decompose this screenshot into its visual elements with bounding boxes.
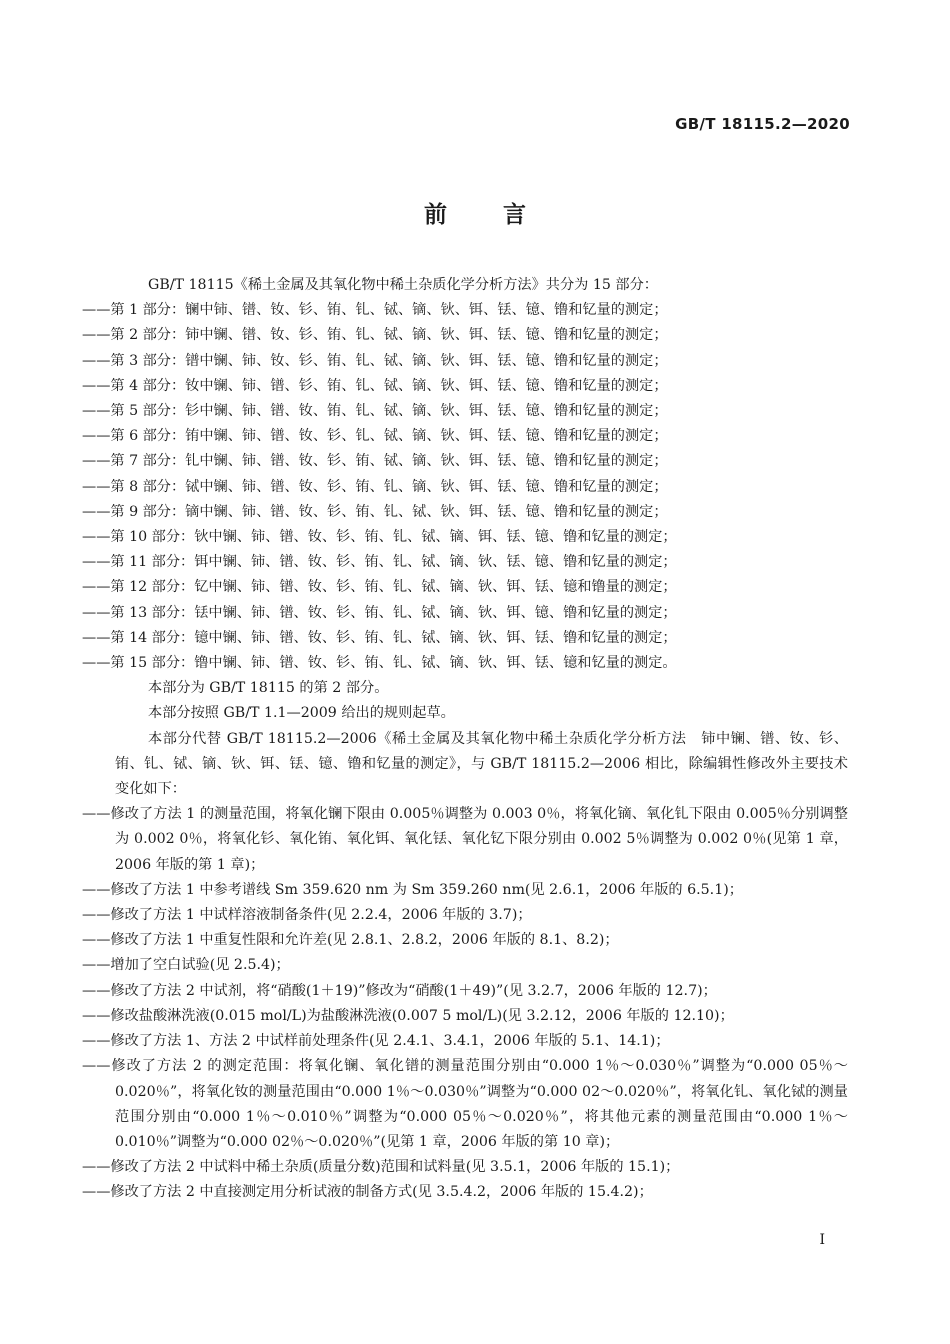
part-item: ——第 13 部分：铥中镧、铈、镨、钕、钐、铕、钆、铽、镝、钬、铒、镱、镥和钇量的测定； [82,604,677,621]
foreword-body [82,273,848,1206]
part-item: ——第 12 部分：钇中镧、铈、镨、钕、钐、铕、钆、铽、镝、钬、铒、铥、镱和镥量的测定； [82,579,677,596]
part-item: ——第 6 部分：铕中镧、铈、镨、钕、钐、钆、铽、镝、钬、铒、铥、镱、镥和钇量的测定； [82,428,668,445]
change-item: ——修改了方法 2 中试剂，将“硝酸(1＋19)”修改为“硝酸(1＋49)”(见 3.2.7，2006 年版的 12.7)； [82,982,717,999]
change-item: ——修改了方法 2 中试料中稀土杂质(质量分数)范围和试料量(见 3.5.1，2006 年版的 15.1)； [82,1159,680,1176]
change-item: ——修改了方法 1 中参考谱线 Sm 359.620 nm 为 Sm 359.260 nm(见 2.6.1，2006 年版的 6.5.1)； [82,881,743,898]
change-item: ——修改了方法 1、方法 2 中试样前处理条件(见 2.4.1、3.4.1，2006 年版的 5.1、14.1)； [82,1033,670,1050]
part-item: ——第 14 部分：镱中镧、铈、镨、钕、钐、铕、钆、铽、镝、钬、铒、铥、镥和钇量的测定； [82,629,677,646]
part-item: ——第 2 部分：铈中镧、镨、钕、钐、铕、钆、铽、镝、钬、铒、铥、镱、镥和钇量的测定； [82,327,668,344]
part-item: ——第 8 部分：铽中镧、铈、镨、钕、钐、铕、钆、镝、钬、铒、铥、镱、镥和钇量的测定； [82,478,668,495]
part-item: ——第 9 部分：镝中镧、铈、镨、钕、钐、铕、钆、铽、钬、铒、铥、镱、镥和钇量的测定； [82,503,668,520]
part-item: ——第 11 部分：铒中镧、铈、镨、钕、钐、铕、钆、铽、镝、钬、铥、镱、镥和钇量的测定； [82,554,677,571]
change-item: ——修改了方法 2 中直接测定用分析试液的制备方式(见 3.5.4.2，2006 年版的 15.4.2)； [82,1184,653,1201]
part-item: ——第 15 部分：镥中镧、铈、镨、钕、钐、铕、钆、铽、镝、钬、铒、铥、镱和钇量的测定。 [82,655,677,672]
part-item: ——第 3 部分：镨中镧、铈、钕、钐、铕、钆、铽、镝、钬、铒、铥、镱、镥和钇量的测定； [82,352,668,369]
part-statement: 本部分为 GB/T 18115 的第 2 部分。 [148,680,389,697]
part-item: ——第 5 部分：钐中镧、铈、镨、钕、铕、钆、铽、镝、钬、铒、铥、镱、镥和钇量的测定； [82,403,668,420]
intro-paragraph: GB/T 18115《稀土金属及其氧化物中稀土杂质化学分析方法》共分为 15 部分： [148,277,658,293]
change-item: ——修改了方法 1 中试样溶液制备条件(见 2.2.4，2006 年版的 3.7)； [82,907,532,924]
part-item: ——第 4 部分：钕中镧、铈、镨、钐、铕、钆、铽、镝、钬、铒、铥、镱、镥和钇量的测定； [82,377,668,394]
change-item: ——增加了空白试验(见 2.5.4)； [82,957,290,974]
change-item: ——修改了方法 2 的测定范围：将氧化镧、氧化镨的测量范围分别由“0.000 1％～0.030％”调整为“0.000 05％～0.020％”，将氧化钕的测量范围由“0.000 1％～0.030％”调整为“0.000 02～0.020％”，将氧化钆、氧化铽的测量范围分别由“0.000 1％～0.010％”调整为“0.000 05％～0.020％”，将其他元素的测量范围由“0.000 1％～0.010％”调整为“0.000 02％～0.020％”(见第 1 章，2006 年版的第 10 章)； [82,1058,848,1150]
change-item: ——修改了方法 1 的测量范围，将氧化镧下限由 0.005％调整为 0.003 0％，将氧化镝、氧化钆下限由 0.005％分别调整为 0.002 0％，将氧化钐、氧化铕、氧化铒、氧化铥、氧化钇下限分别由 0.002 5％调整为 0.002 0％(见第 1 章，2006 年版的第 1 章)； [82,806,848,873]
part-item: ——第 10 部分：钬中镧、铈、镨、钕、钐、铕、钆、铽、镝、铒、铥、镱、镥和钇量的测定； [82,529,677,546]
page-title: 前言 [424,202,582,228]
drafting-rule: 本部分按照 GB/T 1.1—2009 给出的规则起草。 [148,705,455,722]
page-number: Ⅰ [819,1232,825,1248]
replaces-paragraph: 本部分代替 GB/T 18115.2—2006《稀土金属及其氧化物中稀土杂质化学分析方法 铈中镧、镨、钕、钐、铕、钆、铽、镝、钬、铒、铥、镱、镥和钇量的测定》，与 GB/T 18115.2—2006 相比，除编辑性修改外主要技术变化如下： [115,730,848,798]
part-item: ——第 1 部分：镧中铈、镨、钕、钐、铕、钆、铽、镝、钬、铒、铥、镱、镥和钇量的测定； [82,302,668,319]
change-item: ——修改了方法 1 中重复性限和允许差(见 2.8.1、2.8.2，2006 年版的 8.1、8.2)； [82,932,619,949]
part-item: ——第 7 部分：钆中镧、铈、镨、钕、钐、铕、铽、镝、钬、铒、铥、镱、镥和钇量的测定； [82,453,668,470]
standard-number: GB/T 18115.2—2020 [675,115,850,133]
change-item: ——修改盐酸淋洗液(0.015 mol/L)为盐酸淋洗液(0.007 5 mol/L)(见 3.2.12，2006 年版的 12.10)； [82,1007,734,1024]
